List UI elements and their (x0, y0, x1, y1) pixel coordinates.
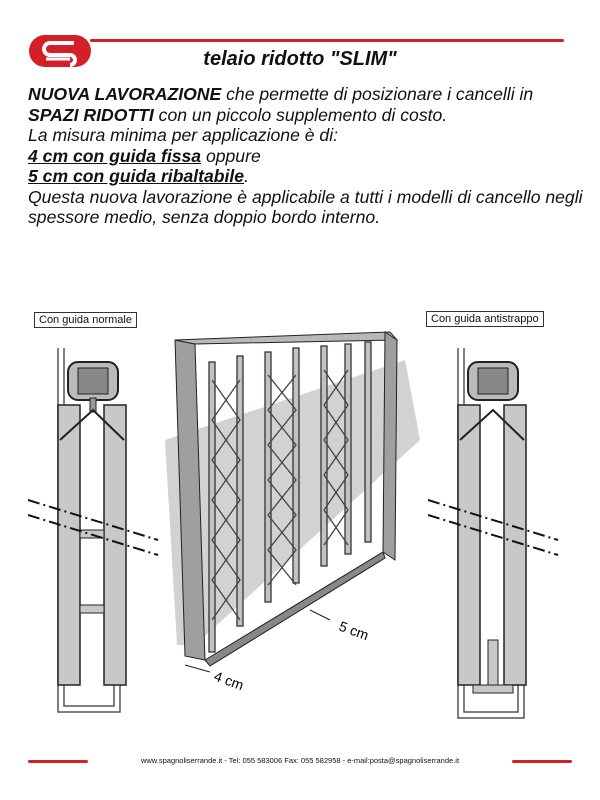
bold-spaces: SPAZI RIDOTTI (28, 104, 154, 125)
label-normal-guide: Con guida normale (34, 312, 137, 328)
tilting-guide-measure: 5 cm con guida ribaltabile (28, 166, 245, 186)
antistrappo-guide-section-drawing (428, 340, 568, 720)
applicability-text: Questa nuova lavorazione è applicabile a tutti i modelli di cancello negli spessore medio, senza doppio bordo interno. (28, 186, 583, 227)
description (28, 84, 588, 228)
dim-4cm: 4 cm (211, 667, 246, 694)
bold-intro: NUOVA LAVORAZIONE (28, 84, 222, 104)
dim-5cm: 5 cm (336, 617, 371, 644)
or-text: oppure (201, 145, 261, 166)
intro-text: che permette di posizionare i cancelli in (221, 84, 534, 104)
footer-contacts: www.spagnoliserrande.it - Tel: 055 583006 Fax: 055 582958 - e-mail:posta@spagnoliserrande.it (140, 756, 460, 765)
intro-text-2: con un piccolo supplemento di costo. (153, 104, 448, 125)
period: . (244, 166, 249, 186)
min-measure-text: La misura minima per applicazione è di: (28, 125, 338, 145)
label-antistrappo-guide: Con guida antistrappo (426, 311, 544, 327)
header-rule (90, 39, 564, 42)
gate-frame-3d-drawing (165, 320, 420, 720)
fixed-guide-measure: 4 cm con guida fissa (28, 145, 202, 166)
normal-guide-section-drawing (28, 340, 168, 720)
page-title: telaio ridotto "SLIM" (203, 48, 397, 70)
